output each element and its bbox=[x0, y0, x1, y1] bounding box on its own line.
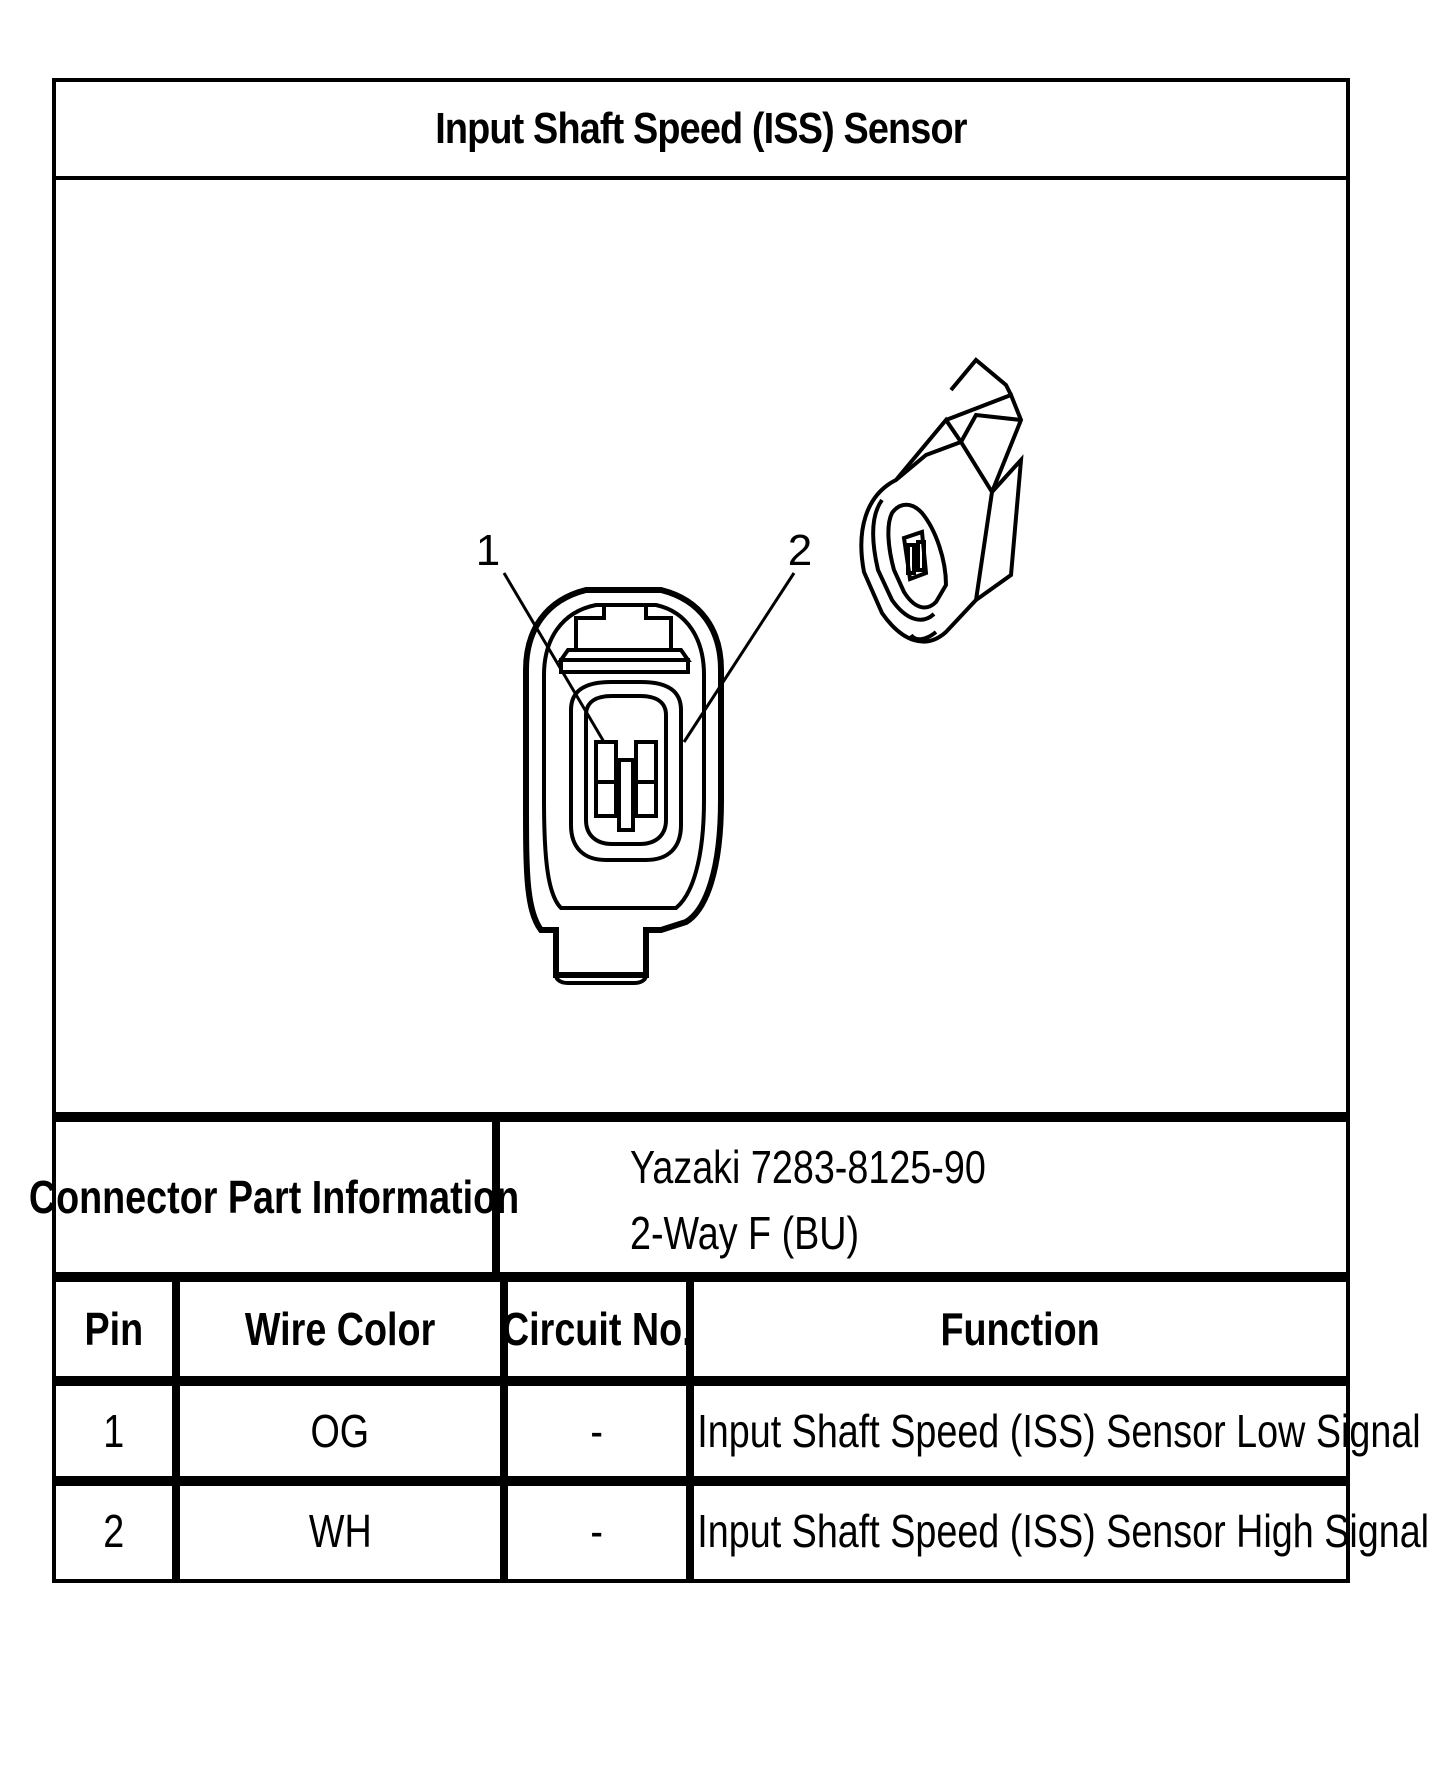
header-function: Function bbox=[940, 1303, 1100, 1355]
table-cell-pin: 1 bbox=[103, 1405, 125, 1457]
row-divider bbox=[56, 1376, 1346, 1386]
table-header-cell bbox=[56, 1282, 172, 1376]
header-wire-color: Wire Color bbox=[244, 1303, 436, 1355]
table-cell-pin: 2 bbox=[103, 1505, 125, 1557]
sheet-title: Input Shaft Speed (ISS) Sensor bbox=[435, 104, 967, 153]
table-header-cell bbox=[501, 1282, 693, 1376]
table-cell-function: Input Shaft Speed (ISS) Sensor Low Signal bbox=[697, 1405, 1421, 1457]
connector-drawing bbox=[56, 180, 1346, 1122]
header-pin: Pin bbox=[84, 1303, 144, 1355]
pin-table bbox=[56, 1282, 1429, 1579]
pin-callout-2: 2 bbox=[787, 526, 813, 575]
table-cell-circuit-no: - bbox=[590, 1405, 604, 1457]
connector-info-label: Connector Part Information bbox=[28, 1171, 520, 1223]
table-header-cell bbox=[694, 1282, 1346, 1376]
pin-callout-1: 1 bbox=[475, 526, 501, 575]
connector-sheet bbox=[28, 78, 1429, 1583]
table-cell-wire-color: OG bbox=[310, 1405, 370, 1457]
connector-illustration bbox=[56, 180, 1346, 1112]
connector-isometric-view bbox=[861, 360, 1021, 642]
column-divider bbox=[172, 1282, 180, 1579]
connector-info-label-cell bbox=[28, 1122, 520, 1272]
sheet-title-row bbox=[56, 82, 1346, 180]
connector-info-value-cell bbox=[500, 1122, 1346, 1272]
connector-description: 2-Way F (BU) bbox=[630, 1207, 860, 1259]
table-cell-function: Input Shaft Speed (ISS) Sensor High Signal bbox=[697, 1505, 1429, 1557]
connector-part-number: Yazaki 7283-8125-90 bbox=[630, 1141, 986, 1193]
connector-info-row bbox=[28, 1122, 1346, 1282]
table-cell-wire-color: WH bbox=[308, 1505, 372, 1557]
header-circuit-no: Circuit No. bbox=[501, 1303, 693, 1355]
table-cell-circuit-no: - bbox=[590, 1505, 604, 1557]
table-header-cell bbox=[180, 1282, 500, 1376]
row-divider bbox=[56, 1476, 1346, 1486]
connector-face-view bbox=[526, 590, 721, 983]
